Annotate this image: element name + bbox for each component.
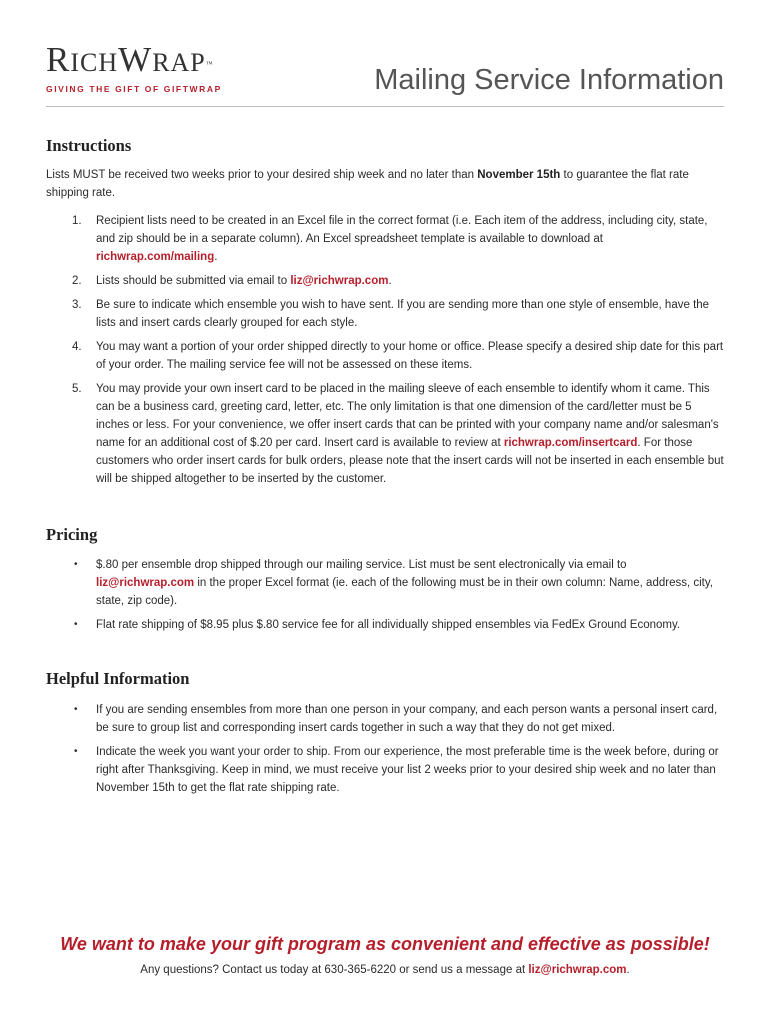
list-item bbox=[46, 701, 724, 737]
logo-letters: ICH bbox=[70, 48, 119, 77]
list-item-text: You may provide your own insert card to be placed in the mailing sleeve of each ensemble to identify whom it came. This can be a business card, greeting card, letter, etc. The only limitation is that one dimension of the card/letter must be 5 inches or less. For your convenience, we offer insert cards that can be printed with your company name and/or salesman's name for an additional cost of $.20 per card. Insert card is available to review at bbox=[96, 383, 719, 449]
list-item-text: . bbox=[388, 275, 392, 287]
richwrap-logo bbox=[46, 42, 222, 94]
logo-letter: R bbox=[46, 40, 71, 79]
list-item-text: Recipient lists need to be created in an Excel file in the correct format (i.e. Each item of the address, including city, state, and zip should be in a separate column). An Excel spreadsheet template is available to download at bbox=[96, 215, 708, 245]
list-item-text: $.80 per ensemble drop shipped through our mailing service. List must be sent electronically via email to bbox=[96, 559, 627, 571]
helpful-heading: Helpful Information bbox=[46, 669, 190, 688]
footer-headline: We want to make your gift program as convenient and effective as possible! bbox=[60, 934, 710, 954]
list-item-text: Flat rate shipping of $8.95 plus $.80 service fee for all individually shipped ensembles via FedEx Ground Economy. bbox=[96, 619, 681, 631]
footer-contact bbox=[0, 964, 770, 976]
intro-text: to guarantee the flat rate shipping rate. bbox=[46, 169, 689, 199]
list-item-text: You may want a portion of your order shipped directly to your home or office. Please specify a desired ship date for this part of your order. The mailing service fee will not be assessed on these items. bbox=[96, 341, 724, 371]
list-item bbox=[46, 212, 724, 266]
list-item-text: in the proper Excel format (ie. each of the following must be in their own column: Name, address, city, state, zip code). bbox=[96, 577, 713, 607]
list-item bbox=[46, 616, 724, 634]
instructions-intro bbox=[46, 166, 724, 202]
helpful-list-container bbox=[46, 701, 724, 803]
instructions-list-container bbox=[46, 212, 724, 494]
bullet-icon: • bbox=[74, 746, 78, 757]
contact-text: . bbox=[626, 964, 630, 976]
list-item-text: . bbox=[214, 251, 218, 263]
list-number: 3. bbox=[72, 299, 82, 311]
list-item-text: Indicate the week you want your order to ship. From our experience, the most preferable time is the week before, during or right after Thanksgiving. Keep in mind, we must receive your list 2 weeks prior to your desired ship week and no later than November 15th to get the flat rate shipping rate. bbox=[96, 746, 719, 794]
logo-letter: W bbox=[118, 40, 153, 79]
deadline-date: November 15th bbox=[477, 169, 561, 181]
list-number: 4. bbox=[72, 341, 82, 353]
list-number: 2. bbox=[72, 275, 82, 287]
list-number: 5. bbox=[72, 383, 82, 395]
intro-text: Lists MUST be received two weeks prior to your desired ship week and no later than bbox=[46, 169, 478, 181]
instructions-heading: Instructions bbox=[46, 136, 132, 155]
list-item bbox=[46, 296, 724, 332]
list-item bbox=[46, 272, 724, 290]
list-number: 1. bbox=[72, 215, 82, 227]
email-link[interactable]: liz@richwrap.com bbox=[528, 964, 627, 976]
list-item-text: Be sure to indicate which ensemble you wish to have sent. If you are sending more than one style of ensemble, have the lists and insert cards clearly grouped for each style. bbox=[96, 299, 710, 329]
list-item bbox=[46, 338, 724, 374]
list-item-text: Lists should be submitted via email to bbox=[96, 275, 291, 287]
pricing-heading: Pricing bbox=[46, 525, 98, 544]
logo-letters: RAP bbox=[152, 48, 206, 77]
trademark-symbol: ™ bbox=[205, 60, 213, 68]
header bbox=[46, 0, 724, 107]
page-title: Mailing Service Information bbox=[374, 64, 724, 96]
bullet-icon: • bbox=[74, 704, 78, 715]
contact-text: Any questions? Contact us today at 630-365-6220 or send us a message at bbox=[140, 964, 529, 976]
email-link[interactable]: liz@richwrap.com bbox=[290, 275, 389, 287]
logo-tagline: GIVING THE GIFT OF GIFTWRAP bbox=[46, 84, 222, 94]
list-item-text: If you are sending ensembles from more than one person in your company, and each person wants a personal insert card, be sure to group list and corresponding insert cards together in such a way that they do not get mixed. bbox=[96, 704, 718, 734]
bullet-icon: • bbox=[74, 559, 78, 570]
list-item bbox=[46, 380, 724, 488]
list-item bbox=[46, 743, 724, 797]
email-link[interactable]: liz@richwrap.com bbox=[96, 577, 195, 589]
logo-wordmark bbox=[46, 42, 222, 81]
list-item-text: . For those customers who order insert cards for bulk orders, please note that the insert cards will not be inserted in each ensemble but will be shipped altogether to be inserted by the customer. bbox=[96, 437, 724, 485]
pricing-list bbox=[46, 556, 724, 634]
mailing-template-link[interactable]: richwrap.com/mailing bbox=[96, 251, 215, 263]
pricing-list-container bbox=[46, 556, 724, 640]
instructions-list bbox=[46, 212, 724, 488]
insert-card-link[interactable]: richwrap.com/insertcard bbox=[503, 437, 638, 449]
bullet-icon: • bbox=[74, 619, 78, 630]
helpful-list bbox=[46, 701, 724, 797]
list-item bbox=[46, 556, 724, 610]
